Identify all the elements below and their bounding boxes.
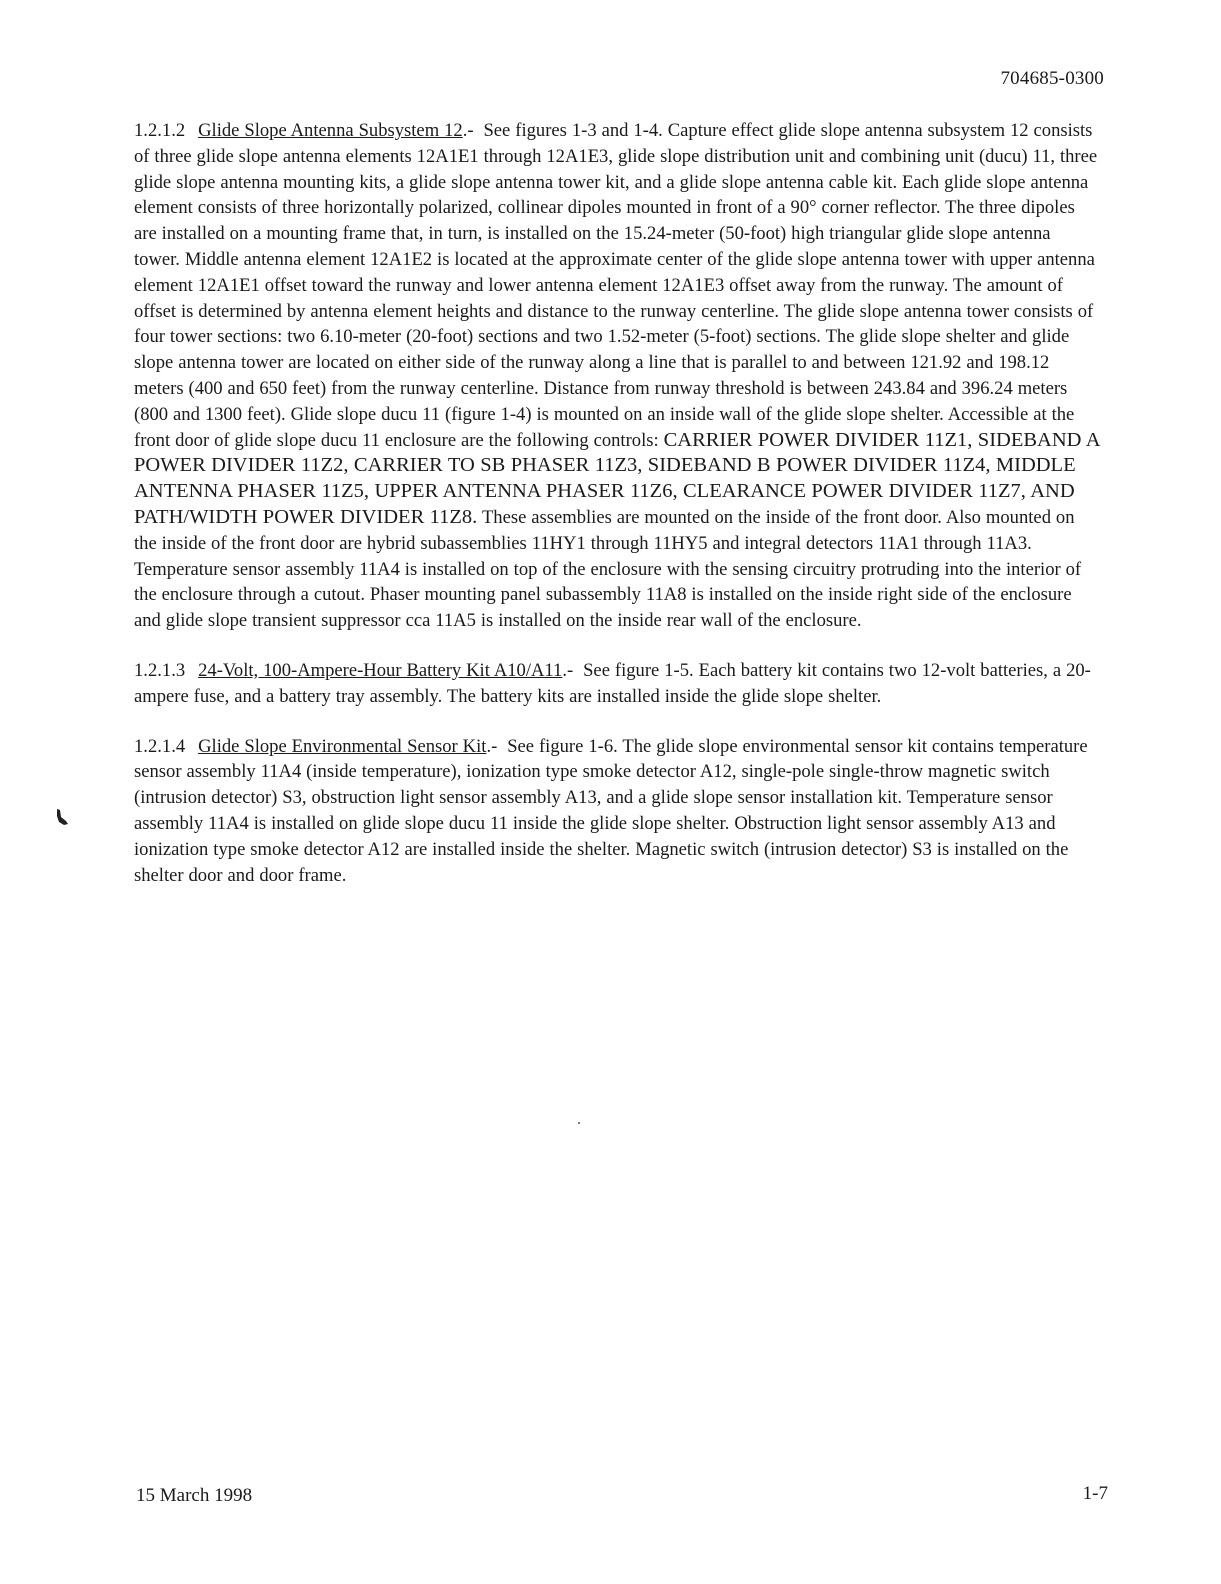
footer-date: 15 March 1998 bbox=[136, 1485, 253, 1506]
section-number: 1.2.1.3 bbox=[134, 659, 186, 681]
heading-suffix: .- bbox=[562, 659, 574, 681]
scan-speck-mark bbox=[55, 808, 69, 826]
section-heading: 24-Volt, 100-Ampere-Hour Battery Kit A10/A11 bbox=[198, 659, 563, 681]
section-1-2-1-4 bbox=[134, 734, 1100, 889]
section-text-continued: These assemblies are mounted on the inside of the front door. Also mounted on the inside of the front door are hybrid subassemblies 11HY1 through 11HY5 and integral detectors 11A1 through 11A3. Temperature sensor assembly 11A4 is installed on top of the enclosure with the sensing circuitry protruding into the interior of the enclosure through a cutout. Phaser mounting panel subassembly 11A8 is installed on the inside right side of the enclosure and glide slope transient suppressor cca 11A5 is installed on the inside rear wall of the enclosure. bbox=[134, 506, 1082, 632]
section-heading: Glide Slope Environmental Sensor Kit bbox=[198, 735, 487, 757]
section-text: See figure 1-6. The glide slope environmental sensor kit contains temperature sensor assembly 11A4 (inside temperature), ionization type smoke detector A12, single-pole single-throw magnetic switch (intrusion detector) S3, obstruction light sensor assembly A13, and a glide slope sensor installation kit. Temperature sensor assembly 11A4 is installed on glide slope ducu 11 inside the glide slope shelter. Obstruction light sensor assembly A13 and ionization type smoke detector A12 are installed inside the shelter. Magnetic switch (intrusion detector) S3 is installed on the shelter door and door frame. bbox=[134, 735, 1088, 886]
section-number: 1.2.1.2 bbox=[134, 120, 186, 141]
section-heading: Glide Slope Antenna Subsystem 12 bbox=[198, 120, 463, 141]
section-1-2-1-3 bbox=[134, 658, 1100, 710]
heading-suffix: .- bbox=[462, 120, 474, 141]
page-number: 1-7 bbox=[1082, 1483, 1108, 1504]
section-text: See figure 1-5. Each battery kit contains two 12-volt batteries, a 20-ampere fuse, and a battery tray assembly. The battery kits are installed inside the glide slope shelter. bbox=[134, 659, 1091, 707]
scan-dot-mark bbox=[578, 1122, 580, 1124]
section-number: 1.2.1.4 bbox=[134, 735, 186, 757]
document-body bbox=[134, 118, 1100, 912]
controls-list: CARRIER POWER DIVIDER 11Z1, SIDEBAND A POWER DIVIDER 11Z2, CARRIER TO SB PHASER 11Z3, SIDEBAND B POWER DIVIDER 11Z4, MIDDLE ANTENNA PHASER 11Z5, UPPER ANTENNA PHASER 11Z6, CLEARANCE POWER DIVIDER 11Z7, AND PATH/WIDTH POWER DIVIDER 11Z8. bbox=[134, 428, 1100, 528]
heading-suffix: .- bbox=[486, 735, 498, 757]
document-number: 704685-0300 bbox=[1000, 68, 1104, 89]
section-1-2-1-2 bbox=[134, 118, 1100, 634]
section-text: See figures 1-3 and 1-4. Capture effect glide slope antenna subsystem 12 consists of three glide slope antenna elements 12A1E1 through 12A1E3, glide slope distribution unit and combining unit (ducu) 11, three glide slope antenna mounting kits, a glide slope antenna tower kit, and a glide slope antenna cable kit. Each glide slope antenna element consists of three horizontally polarized, collinear dipoles mounted in front of a 90° corner reflector. The three dipoles are installed on a mounting frame that, in turn, is installed on the 15.24-meter (50-foot) high triangular glide slope antenna tower. Middle antenna element 12A1E2 is located at the approximate center of the glide slope antenna tower with upper antenna element 12A1E1 offset toward the runway and lower antenna element 12A1E3 offset away from the runway. The amount of offset is determined by antenna element heights and distance to the runway centerline. The glide slope antenna tower consists of four tower sections: two 6.10-meter (20-foot) sections and two 1.52-meter (5-foot) sections. The glide slope shelter and glide slope antenna tower are located on either side of the runway along a line that is parallel to and between 121.92 and 198.12 meters (400 and 650 feet) from the runway centerline. Distance from runway threshold is between 243.84 and 396.24 meters (800 and 1300 feet). Glide slope ducu 11 (figure 1-4) is mounted on an inside wall of the glide slope shelter. Accessible at the front door of glide slope ducu 11 enclosure are the following controls: bbox=[134, 120, 1098, 451]
